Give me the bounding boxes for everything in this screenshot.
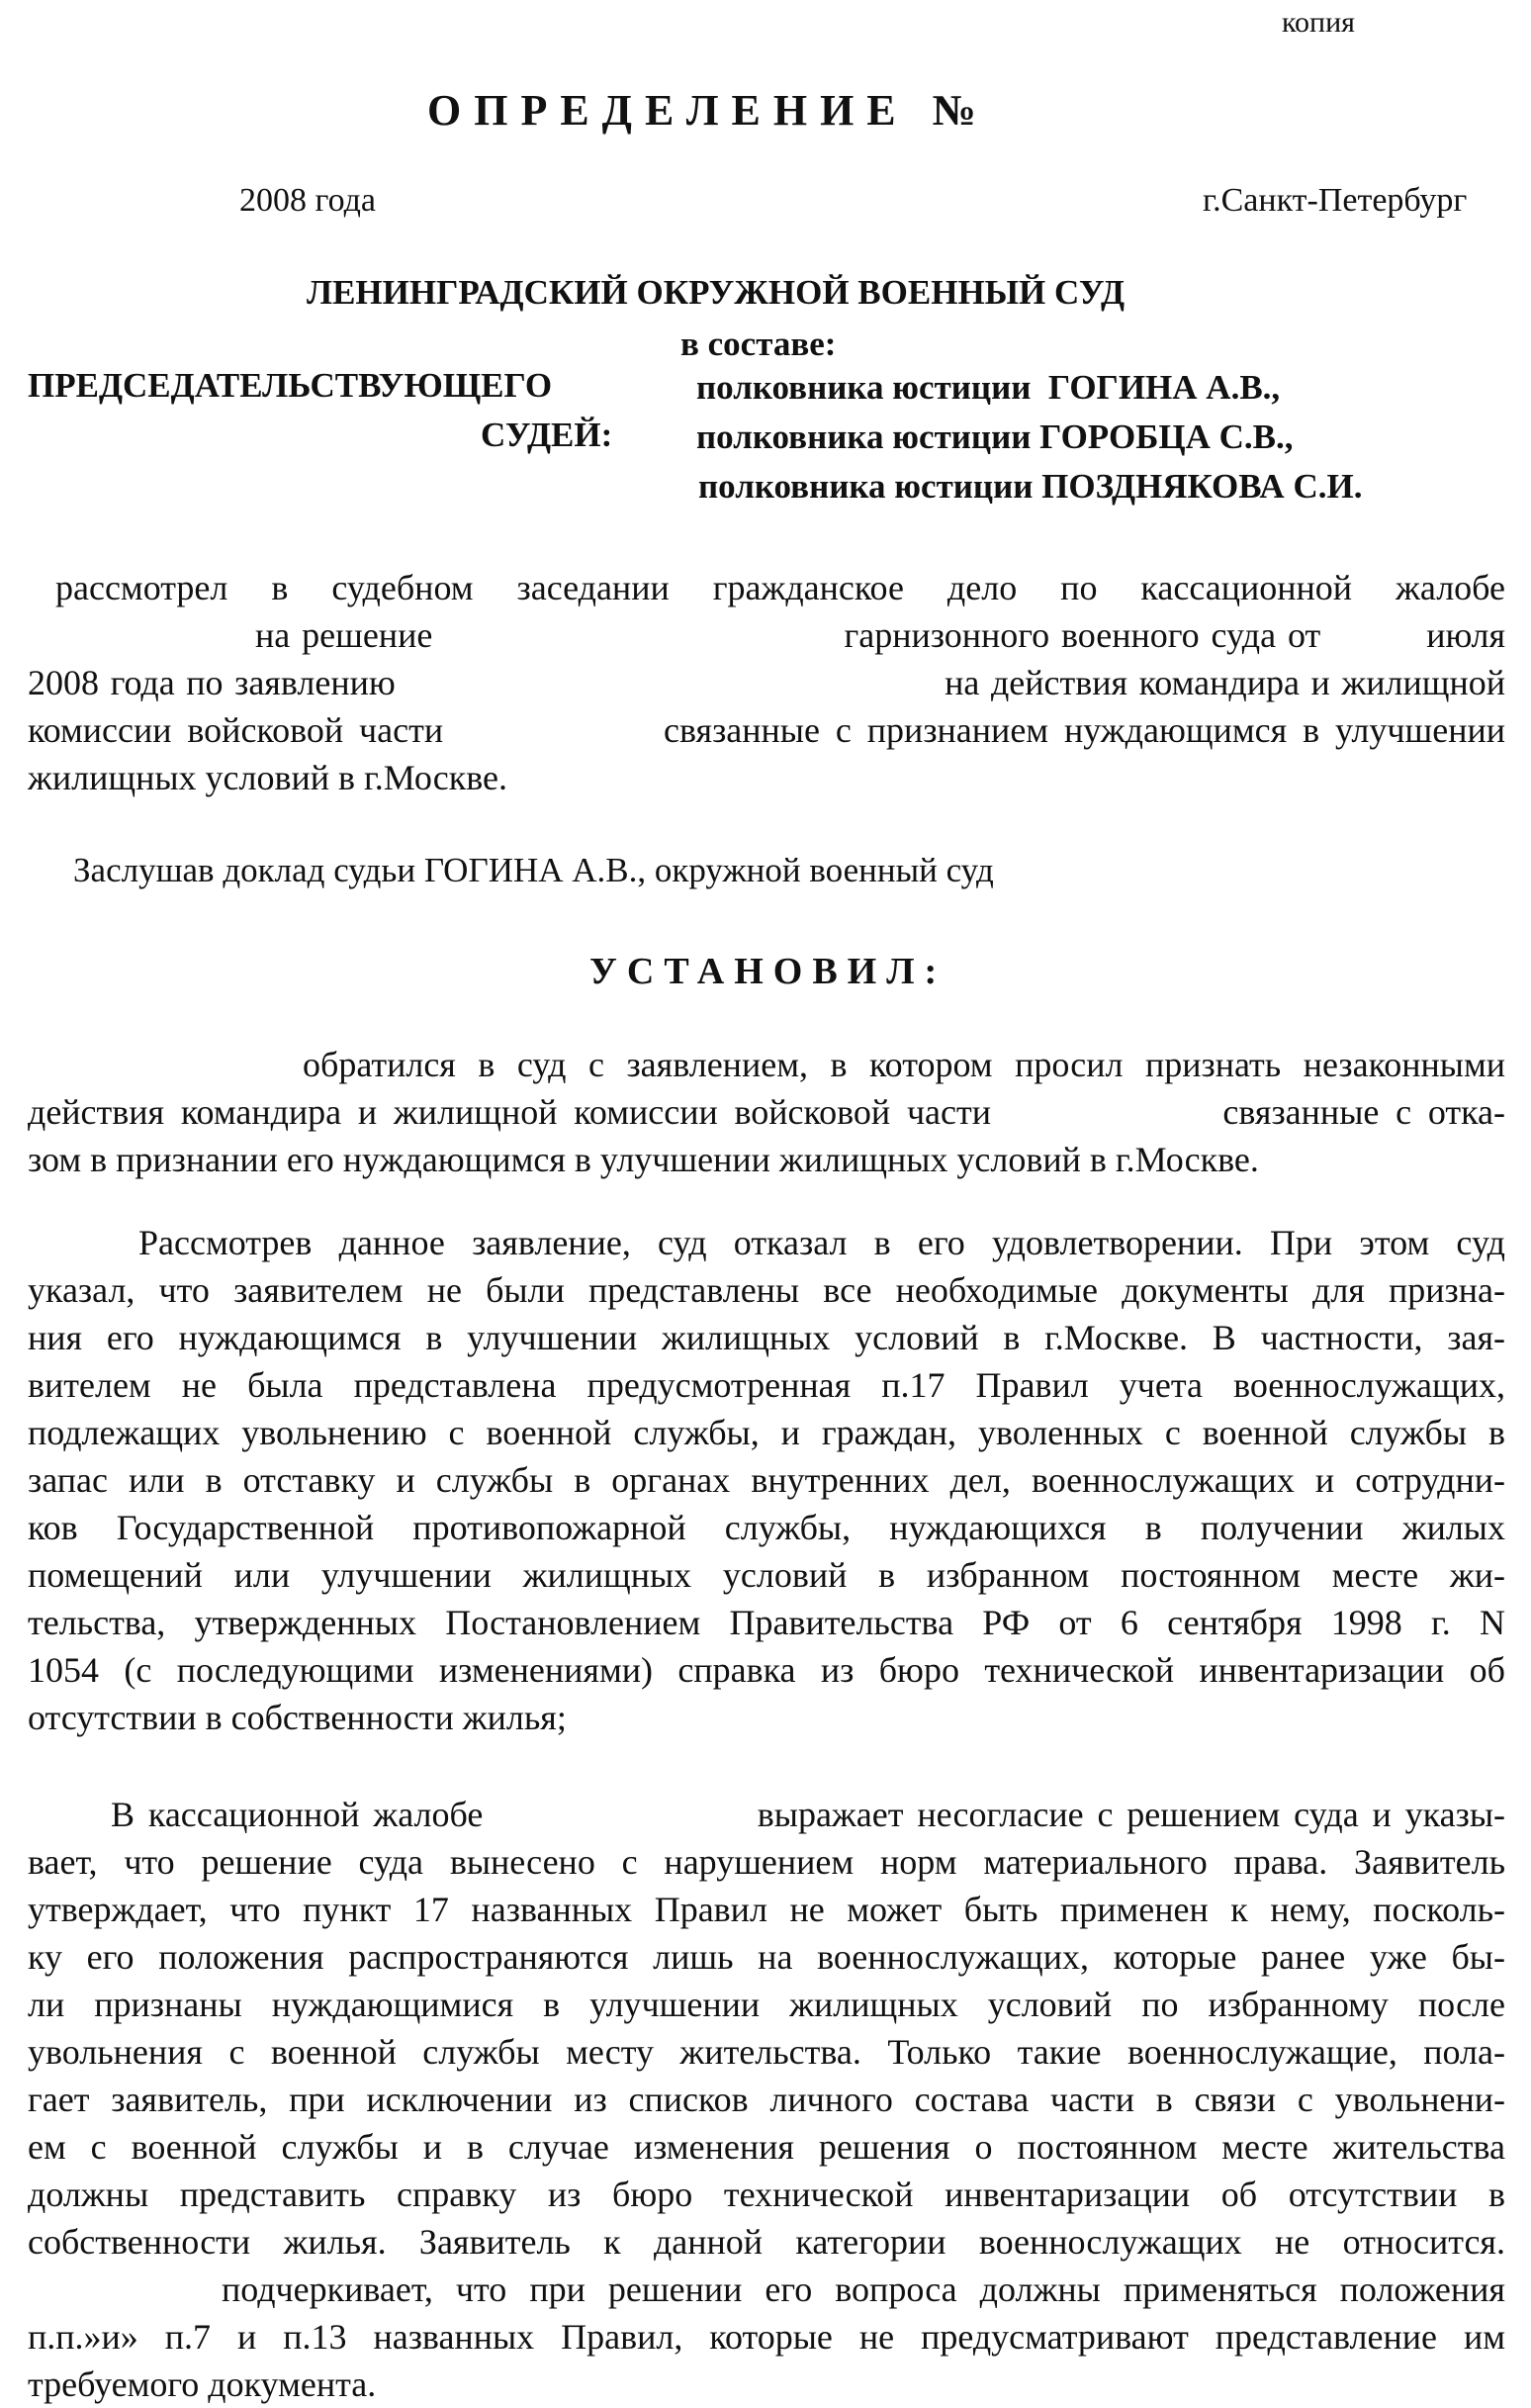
document-date: 2008 года: [239, 182, 377, 219]
presiding-label: ПРЕДСЕДАТЕЛЬСТВУЮЩЕГО: [28, 366, 553, 405]
text-line: утверждает, что пункт 17 названных Правил не может быть применен к нему, посколь-: [28, 1890, 1505, 1929]
text-line: помещений или улучшении жилищных условий в избранном постоянном месте жи-: [28, 1555, 1505, 1595]
text-line: зом в признании его нуждающимся в улучшении жилищных условий в г.Москве.: [28, 1140, 1259, 1179]
text-line: требуемого документа.: [28, 2364, 377, 2404]
judges-label: СУДЕЙ:: [481, 416, 613, 454]
court-name: ЛЕНИНГРАДСКИЙ ОКРУЖНОЙ ВОЕННЫЙ СУД: [307, 273, 1126, 312]
text-line: подлежащих увольнению с военной службы, и граждан, уволенных с военной службы в: [28, 1413, 1505, 1452]
presiding-judge: полковника юстиции ГОГИНА А.В.,: [696, 368, 1281, 407]
text-line: рассмотрел в судебном заседании гражданское дело по кассационной жалобе: [55, 568, 1505, 607]
text-line: обратился в суд с заявлением, в котором просил признать незаконными: [303, 1045, 1505, 1084]
copy-mark: копия: [1282, 6, 1355, 39]
paragraph-3: [28, 1791, 1505, 2408]
text-line: указал, что заявителем не были представлены все необходимые документы для призна-: [28, 1270, 1505, 1310]
text-line: собственности жилья. Заявитель к данной категории военнослужащих не относится.: [28, 2222, 1505, 2262]
document-city: г.Санкт-Петербург: [1203, 182, 1468, 219]
text-line: ем с военной службы и в случае изменения решения о постоянном месте жительства: [28, 2127, 1505, 2167]
text-line: отсутствии в собственности жилья;: [28, 1698, 567, 1737]
intro-paragraph: [28, 564, 1505, 801]
judge-2: полковника юстиции ПОЗДНЯКОВА С.И.: [698, 467, 1363, 506]
text-line: 1054 (с последующими изменениями) справка из бюро технической инвентаризации об: [28, 1650, 1505, 1690]
text-line: действия командира и жилищной комиссии войсковой части связанные с отка-: [28, 1092, 1505, 1132]
text-line: п.п.»и» п.7 и п.13 названных Правил, которые не предусматривают представление им: [28, 2317, 1505, 2357]
paragraph-2: [28, 1219, 1505, 1741]
text-line: подчеркивает, что при решении его вопроса должны применяться положения: [222, 2269, 1505, 2309]
text-line: вает, что решение суда вынесено с нарушением норм материального права. Заявитель: [28, 1842, 1505, 1882]
text-line: вителем не была представлена предусмотренная п.17 Правил учета военнослужащих,: [28, 1365, 1505, 1405]
text-line: должны представить справку из бюро технической инвентаризации об отсутствии в: [28, 2175, 1505, 2214]
text-line: запас или в отставку и службы в органах внутренних дел, военнослужащих и сотрудни-: [28, 1460, 1505, 1500]
text-line: на решение гарнизонного военного суда от июля: [255, 615, 1505, 655]
text-line: ния его нуждающимся в улучшении жилищных условий в г.Москве. В частности, зая-: [28, 1318, 1505, 1357]
document-title: ОПРЕДЕЛЕНИЕ №: [427, 86, 989, 135]
text-line: ли признаны нуждающимися в улучшении жилищных условий по избранному после: [28, 1985, 1505, 2024]
judge-1: полковника юстиции ГОРОБЦА С.В.,: [696, 417, 1294, 456]
established-heading: УСТАНОВИЛ:: [589, 951, 947, 992]
text-line: В кассационной жалобе выражает несогласие с решением суда и указы-: [111, 1795, 1505, 1834]
text-line: ков Государственной противопожарной службы, нуждающихся в получении жилых: [28, 1508, 1505, 1547]
paragraph-1: [28, 1041, 1505, 1183]
text-line: тельства, утвержденных Постановлением Правительства РФ от 6 сентября 1998 г. N: [28, 1603, 1505, 1642]
report-line: Заслушав доклад судьи ГОГИНА А.В., окружной военный суд: [73, 851, 994, 889]
text-line: Рассмотрев данное заявление, суд отказал в его удовлетворении. При этом суд: [138, 1223, 1505, 1262]
text-line: ку его положения распространяются лишь на военнослужащих, которые ранее уже бы-: [28, 1937, 1505, 1977]
text-line: 2008 года по заявлению на действия командира и жилищной: [28, 663, 1505, 702]
text-line: комиссии войсковой части связанные с признанием нуждающимся в улучшении: [28, 710, 1505, 750]
text-line: гает заявитель, при исключении из списков личного состава части в связи с увольнени-: [28, 2080, 1505, 2119]
text-line: жилищных условий в г.Москве.: [28, 758, 507, 797]
court-composition: в составе:: [680, 324, 837, 363]
text-line: увольнения с военной службы месту жительства. Только такие военнослужащие, пола-: [28, 2032, 1505, 2072]
